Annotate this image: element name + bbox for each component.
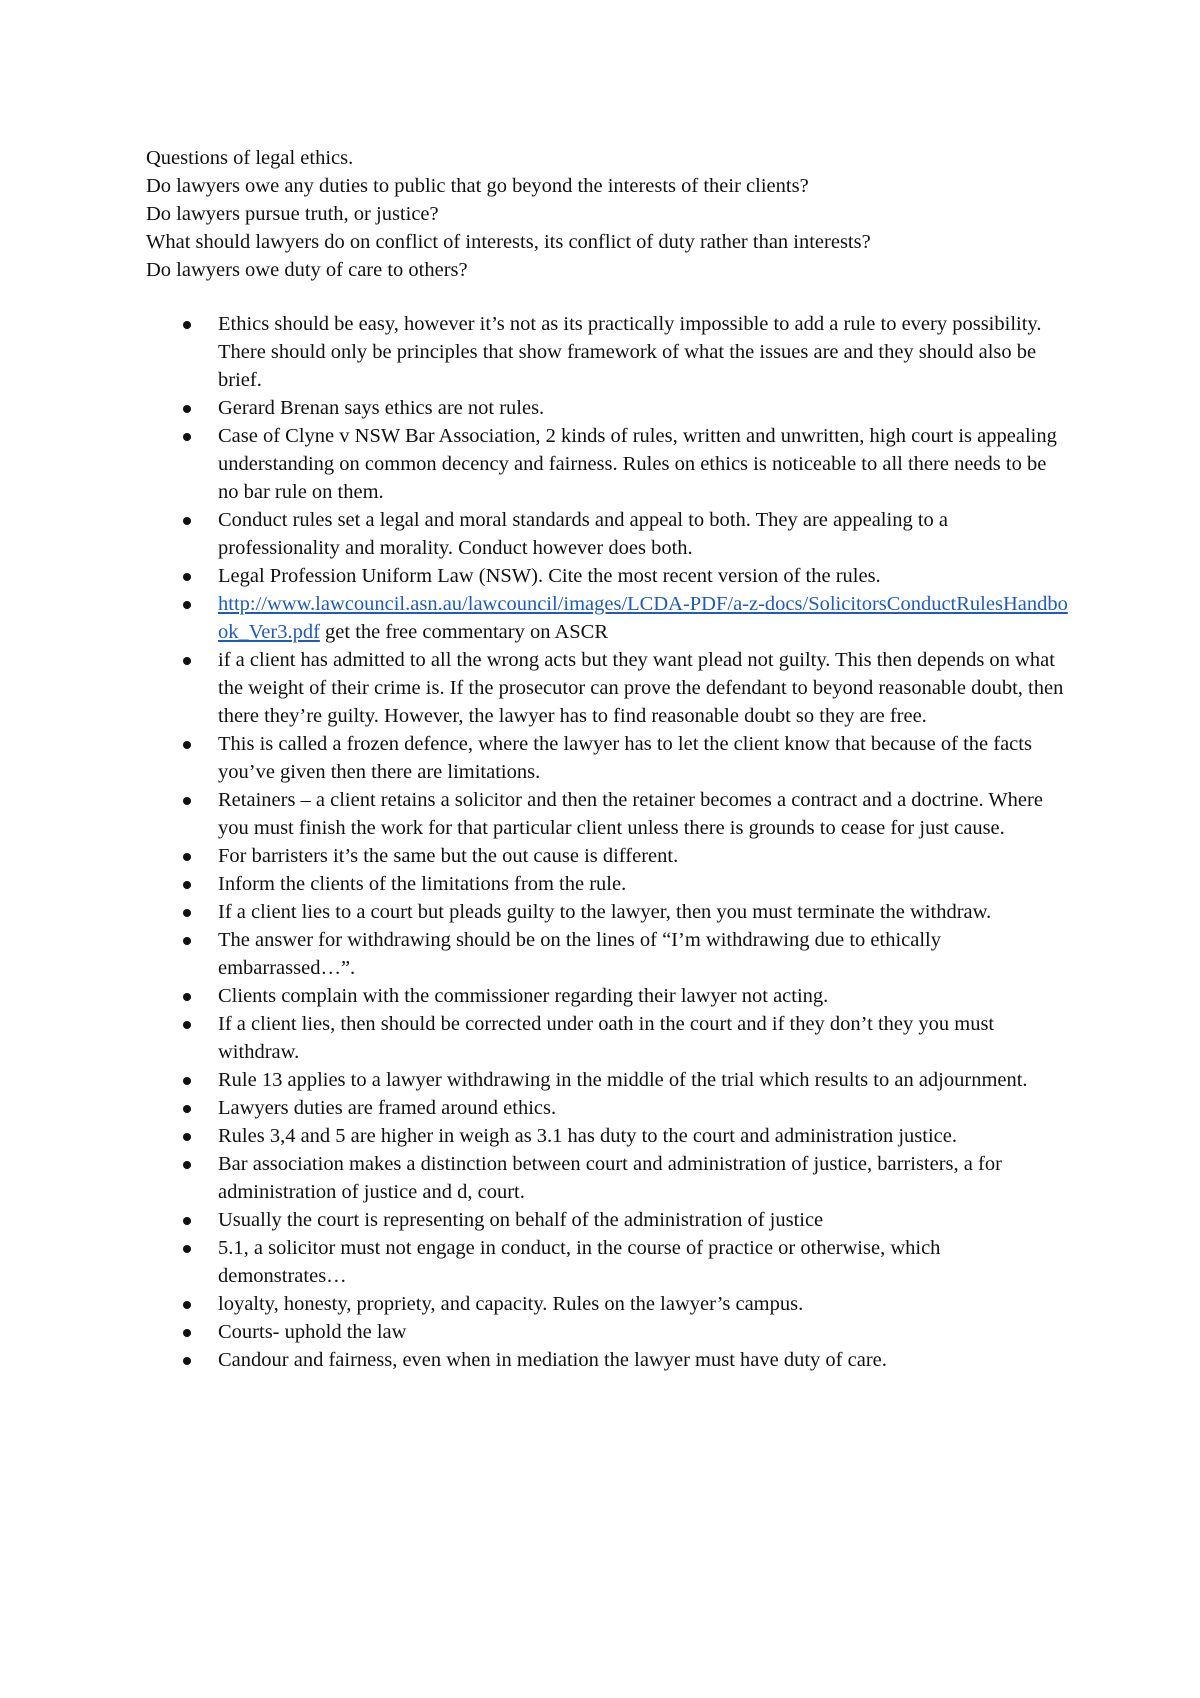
document-page [146,144,1066,1374]
bullet-item [146,982,1066,1010]
bullet-text: Usually the court is representing on behalf of the administration of justice [218,1209,824,1231]
bullet-dot-icon [183,1329,191,1337]
bullet-item [146,1122,1066,1150]
bullet-text: This is called a frozen defence, where the lawyer has to let the client know that because of the facts you’ve given then there are limitations. [218,733,1032,783]
bullet-dot-icon [183,1357,191,1365]
bullet-text: If a client lies to a court but pleads guilty to the lawyer, then you must terminate the withdraw. [218,901,992,923]
bullet-text: Conduct rules set a legal and moral standards and appeal to both. They are appealing to a professionality and morality. Conduct however does both. [218,509,948,559]
bullet-text: For barristers it’s the same but the out cause is different. [218,845,679,867]
bullet-text: Legal Profession Uniform Law (NSW). Cite the most recent version of the rules. [218,565,881,587]
bullet-text: Inform the clients of the limitations from the rule. [218,873,627,895]
bullet-dot-icon [183,881,191,889]
bullet-item [146,310,1066,394]
bullet-text: Courts- uphold the law [218,1321,407,1343]
bullet-dot-icon [183,853,191,861]
bullet-dot-icon [183,433,191,441]
bullet-dot-icon [183,1133,191,1141]
bullet-text: 5.1, a solicitor must not engage in conduct, in the course of practice or otherwise, which demonstrates… [218,1237,941,1287]
bullet-dot-icon [183,517,191,525]
link-suffix-text: get the free commentary on ASCR [319,621,608,643]
bullet-text: Rule 13 applies to a lawyer withdrawing in the middle of the trial which results to an adjournment. [218,1069,1028,1091]
bullet-item [146,1066,1066,1094]
bullet-dot-icon [183,741,191,749]
bullet-text: Ethics should be easy, however it’s not as its practically impossible to add a rule to every possibility. There should only be principles that show framework of what the issues are and they should also be brief. [218,313,1042,391]
bullet-text: Lawyers duties are framed around ethics. [218,1097,557,1119]
bullet-item [146,1206,1066,1234]
intro-line: What should lawyers do on conflict of interests, its conflict of duty rather than interests? [146,231,871,253]
bullet-item [146,422,1066,506]
bullet-dot-icon [183,1245,191,1253]
bullet-item [146,506,1066,562]
bullet-dot-icon [183,321,191,329]
bullet-dot-icon [183,909,191,917]
bullet-text: Retainers – a client retains a solicitor and then the retainer becomes a contract and a doctrine. Where you must finish the work for that particular client unless there is grounds to cease for just cause. [218,789,1043,839]
bullet-item [146,1150,1066,1206]
bullet-item [146,870,1066,898]
bullet-item [146,1318,1066,1346]
bullet-dot-icon [183,1161,191,1169]
bullet-text-with-link [218,590,1068,646]
bullet-text: Bar association makes a distinction between court and administration of justice, barristers, a for administration of justice and d, court. [218,1153,1002,1203]
bullet-item [146,394,1066,422]
bullet-item [146,1094,1066,1122]
bullet-item [146,590,1066,646]
bullet-dot-icon [183,1077,191,1085]
bullet-item [146,1010,1066,1066]
bullet-item [146,1234,1066,1290]
bullet-item [146,1346,1066,1374]
bullet-item [146,842,1066,870]
bullet-dot-icon [183,405,191,413]
bullet-item [146,562,1066,590]
bullet-text: If a client lies, then should be corrected under oath in the court and if they don’t they you must withdraw. [218,1013,995,1063]
bullet-item [146,730,1066,786]
intro-line: Questions of legal ethics. [146,147,354,169]
bullet-text: Candour and fairness, even when in mediation the lawyer must have duty of care. [218,1349,887,1371]
bullet-item [146,898,1066,926]
bullet-text: loyalty, honesty, propriety, and capacity. Rules on the lawyer’s campus. [218,1293,804,1315]
intro-line: Do lawyers pursue truth, or justice? [146,203,439,225]
bullet-text: Clients complain with the commissioner regarding their lawyer not acting. [218,985,829,1007]
bullet-text: The answer for withdrawing should be on the lines of “I’m withdrawing due to ethically embarrassed…”. [218,929,942,979]
bullet-dot-icon [183,657,191,665]
bullet-text: Gerard Brenan says ethics are not rules. [218,397,545,419]
bullet-text: Case of Clyne v NSW Bar Association, 2 kinds of rules, written and unwritten, high court is appealing understanding on common decency and fairness. Rules on ethics is noticeable to all there needs to be no bar rule on them. [218,425,1057,503]
bullet-item [146,1290,1066,1318]
conduct-rules-handbook-link[interactable]: http://www.lawcouncil.asn.au/lawcouncil/images/LCDA-PDF/a-z-docs/SolicitorsConductRulesHandbook_Ver3.pdf [218,593,1068,643]
bullet-text: Rules 3,4 and 5 are higher in weigh as 3.1 has duty to the court and administration justice. [218,1125,957,1147]
bullet-item [146,926,1066,982]
bullet-dot-icon [183,937,191,945]
bullet-dot-icon [183,601,191,609]
bullet-item [146,646,1066,730]
bullet-dot-icon [183,993,191,1001]
bullet-item [146,786,1066,842]
bullet-dot-icon [183,1217,191,1225]
bullet-text: if a client has admitted to all the wrong acts but they want plead not guilty. This then depends on what the weight of their crime is. If the prosecutor can prove the defendant to beyond reasonable doubt, then there they’re guilty. However, the lawyer has to find reasonable doubt so they are free. [218,649,1064,727]
bullet-dot-icon [183,1021,191,1029]
bullet-dot-icon [183,1105,191,1113]
bullet-dot-icon [183,797,191,805]
intro-line: Do lawyers owe duty of care to others? [146,259,468,281]
intro-questions [146,144,1066,284]
intro-line: Do lawyers owe any duties to public that go beyond the interests of their clients? [146,175,809,197]
bullet-dot-icon [183,1301,191,1309]
bullet-list [146,310,1066,1374]
bullet-dot-icon [183,573,191,581]
